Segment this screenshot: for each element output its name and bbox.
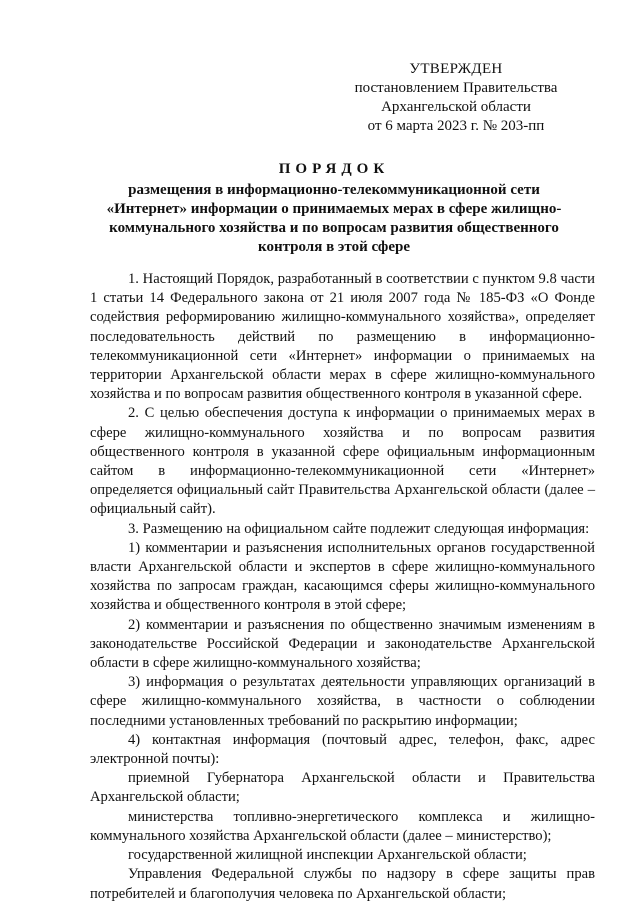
contact-item-inspection: государственной жилищной инспекции Архангельской области; [128, 847, 527, 864]
contact-item-governor: приемной Губернатора Архангельской области и Правительства Архангельской области; [90, 770, 595, 806]
contact-item-ministry: министерства топливно-энергетического комплекса и жилищно-коммунального хозяйства Архангельской области (далее – министерство); [90, 808, 595, 844]
list-item-3: 3) информация о результатах деятельности управляющих организаций в сфере жилищно-коммунального хозяйства, в частности о соблюдении последними установленных требований по раскрытию информации; [90, 674, 595, 729]
approval-line-1: постановлением Правительства [354, 80, 558, 96]
list-item-1: 1) комментарии и разъяснения исполнительных органов государственной власти Архангельской области и экспертов в сфере жилищно-коммунального хозяйства по запросам граждан, касающимся сферы жилищно-коммунального хозяйства и общественного контроля в этой сфере; [90, 539, 595, 614]
title-subtitle: размещения в информационно-телекоммуникационной сети «Интернет» информации о принимаемых мерах в сфере жилищно-коммунального хозяйства и по вопросам развития общественного контроля в этой сфере [106, 182, 562, 255]
document-body [90, 270, 595, 904]
approval-line-3: от 6 марта 2023 г. № 203-пп [367, 118, 545, 134]
document-title [100, 160, 568, 257]
approval-stamp [345, 60, 567, 136]
paragraph-2: 2. С целью обеспечения доступа к информации о принимаемых мерах в сфере жилищно-коммунального хозяйства и по вопросам развития общественного контроля в указанной сфере официальным информационным сайтом в информационно-телекоммуникационной сети «Интернет» определяется официальный сайт Правительства Архангельской области (далее – официальный сайт). [90, 405, 595, 518]
title-main: ПОРЯДОК [278, 161, 390, 177]
list-item-2: 2) комментарии и разъяснения по общественно значимым изменениям в законодательстве Российской Федерации и законодательстве Архангельской области в сфере жилищно-коммунального хозяйства; [90, 616, 595, 672]
paragraph-1: 1. Настоящий Порядок, разработанный в соответствии с пунктом 9.8 части 1 статьи 14 Федерального закона от 21 июля 2007 года № 185-ФЗ «О Фонде содействия реформированию жилищно-коммунального хозяйства», определяет последовательность действий по размещению в информационно-телекоммуникационной сети «Интернет» информации о принимаемых на территории Архангельской области мерах в сфере жилищно-коммунального хозяйства и по вопросам развития общественного контроля в указанной сфере. [90, 271, 595, 403]
contact-item-rospotrebnadzor: Управления Федеральной службы по надзору в сфере защиты прав потребителей и благополучия человека по Архангельской области; [90, 866, 595, 902]
approval-heading: УТВЕРЖДЕН [409, 61, 503, 77]
paragraph-3: 3. Размещению на официальном сайте подлежит следующая информация: [128, 520, 590, 537]
list-item-4: 4) контактная информация (почтовый адрес, телефон, факс, адрес электронной почты): [90, 731, 595, 768]
approval-line-2: Архангельской области [381, 99, 531, 115]
